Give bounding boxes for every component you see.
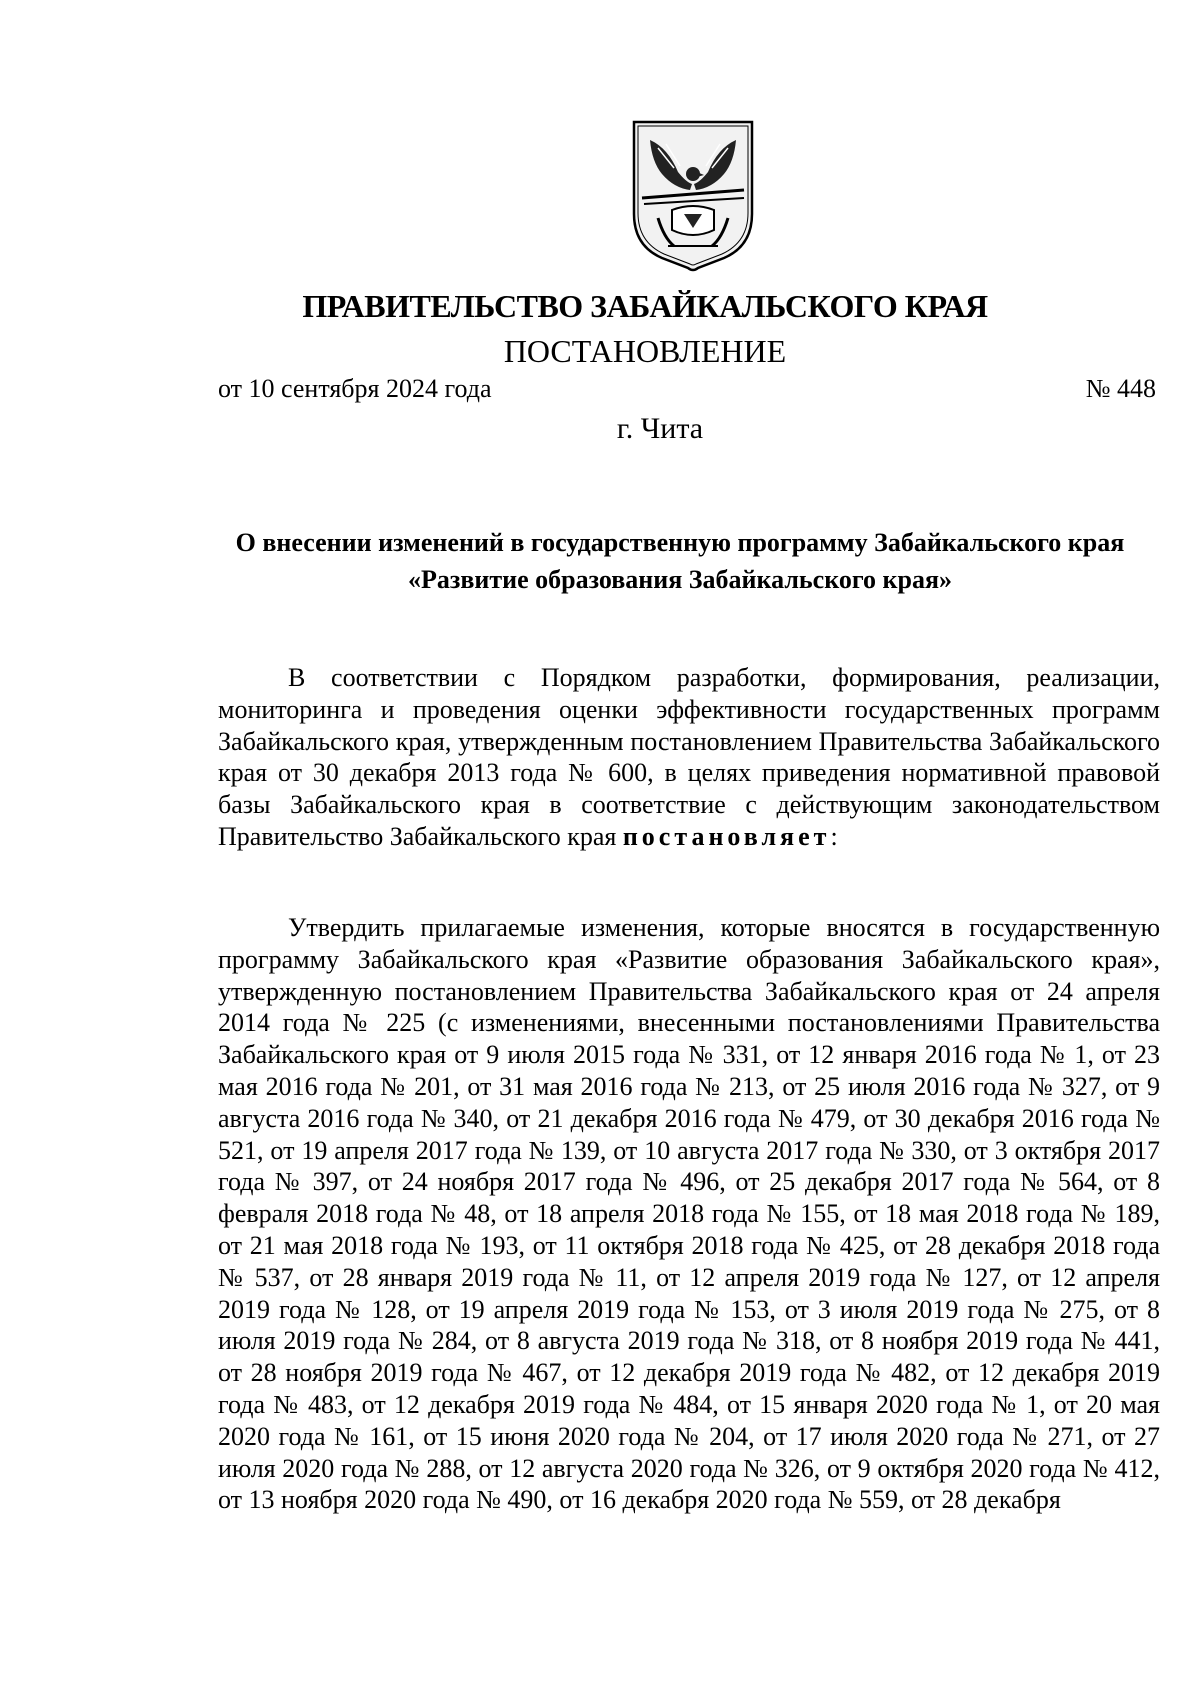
body-paragraph-1 xyxy=(218,662,1160,853)
paragraph-1-text: В соответствии с Порядком разработки, формирования, реализации, мониторинга и проведения оценки эффективности государственных программ Забайкальского края, утвержденным постановлением Правительства Забайкальского края от 30 декабря 2013 года № 600, в целях приведения нормативной правовой базы Забайкальского края в соответствие с действующим законодательством Правительство Забайкальского края xyxy=(218,663,1160,851)
resolves-keyword: постановляет xyxy=(622,821,831,851)
document-number: № 448 xyxy=(1085,374,1156,403)
document-title: О внесении изменений в государственную программу Забайкальского края «Развитие образования Забайкальского края» xyxy=(235,528,1125,594)
government-name: ПРАВИТЕЛЬСТВО ЗАБАЙКАЛЬСКОГО КРАЯ xyxy=(302,288,988,324)
coat-of-arms-emblem xyxy=(628,118,758,273)
keyword-colon: : xyxy=(830,821,838,851)
document-type: ПОСТАНОВЛЕНИЕ xyxy=(503,333,787,369)
body-paragraph-2: Утвердить прилагаемые изменения, которые вносятся в государственную программу Забайкальского края «Развитие образования Забайкальского края», утвержденную постановлением Правительства Забайкальского края от 24 апреля 2014 года № 225 (с изменениями, внесенными постановлениями Правительства Забайкальского края от 9 июля 2015 года № 331, от 12 января 2016 года № 1, от 23 мая 2016 года № 201, от 31 мая 2016 года № 213, от 25 июля 2016 года № 327, от 9 августа 2016 года № 340, от 21 декабря 2016 года № 479, от 30 декабря 2016 года № 521, от 19 апреля 2017 года № 139, от 10 августа 2017 года № 330, от 3 октября 2017 года № 397, от 24 ноября 2017 года № 496, от 25 декабря 2017 года № 564, от 8 февраля 2018 года № 48, от 18 апреля 2018 года № 155, от 18 мая 2018 года № 189, от 21 мая 2018 года № 193, от 11 октября 2018 года № 425, от 28 декабря 2018 года № 537, от 28 января 2019 года № 11, от 12 апреля 2019 года № 127, от 12 апреля 2019 года № 128, от 19 апреля 2019 года № 153, от 3 июля 2019 года № 275, от 8 июля 2019 года № 284, от 8 августа 2019 года № 318, от 8 ноября 2019 года № 441, от 28 ноября 2019 года № 467, от 12 декабря 2019 года № 482, от 12 декабря 2019 года № 483, от 12 декабря 2019 года № 484, от 15 января 2020 года № 1, от 20 мая 2020 года № 161, от 15 июня 2020 года № 204, от 17 июля 2020 года № 271, от 27 июля 2020 года № 288, от 12 августа 2020 года № 326, от 9 октября 2020 года № 412, от 13 ноября 2020 года № 490, от 16 декабря 2020 года № 559, от 28 декабря xyxy=(218,913,1160,1515)
document-date: от 10 сентября 2024 года xyxy=(218,374,492,403)
document-city: г. Чита xyxy=(616,412,704,445)
